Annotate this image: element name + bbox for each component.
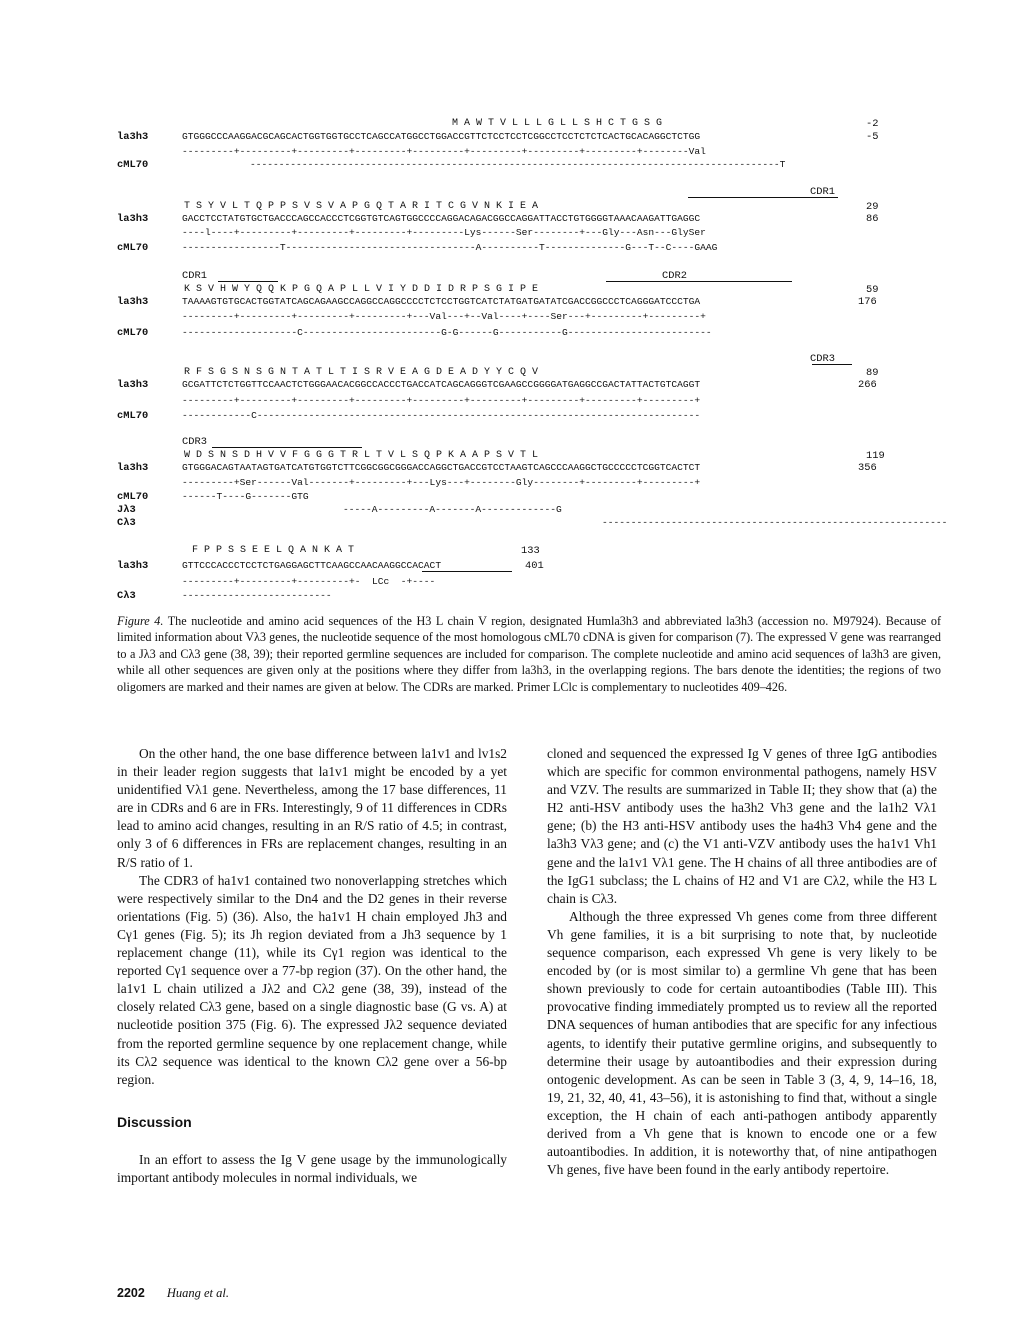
- nt-sequence-5: GTGGGACAGTAATAGTGATCATGTGGTCTTCGGCGGCGGGACCAGGCTGACCGTCCTAAGTCAGCCCAAGGCTGCCCCCTCGGTCACTCT: [182, 462, 701, 473]
- right-column: [547, 745, 937, 1179]
- nt-number-4: 266: [858, 379, 877, 391]
- la3h3-label: la3h3: [117, 462, 149, 474]
- la3h3-label: la3h3: [117, 131, 149, 143]
- c-lambda3-label: Cλ3: [117, 517, 136, 529]
- j-lambda3-label: Jλ3: [117, 504, 136, 516]
- cdr3-label: CDR3: [810, 353, 835, 365]
- cml70-line-3: --------------------C------------------------G-G------G-----------G-------------------------: [182, 327, 712, 338]
- nt-sequence-3: TAAAAGTGTGCACTGGTATCAGCAGAAGCCAGGCCAGGCCCCTCTCCTGGTCATCTATGATGATATCGACCGGCCCTCAGGGATCCCTGA: [182, 296, 701, 307]
- c-lambda3-line: --------------------------: [182, 590, 332, 601]
- aa-number-5: 119: [866, 450, 885, 462]
- nt-sequence-2: GACCTCCTATGTGCTGACCCAGCCACCCTCGGTGTCAGTGGCCCCAGGACAGACGGCCAGGATTACCTGTGGGGTAAACAAGATTGAGGC: [182, 213, 701, 224]
- nt-sequence-6: GTTCCCACCCTCCTCTGAGGAGCTTCAAGCCAACAAGGCCACACT: [182, 560, 442, 571]
- cml70-label: cML70: [117, 327, 149, 339]
- cml70-label: cML70: [117, 242, 149, 254]
- la3h3-label: la3h3: [117, 296, 149, 308]
- nt-number-5: 356: [858, 462, 877, 474]
- aa-number-6: 133: [521, 545, 540, 557]
- left-column: [117, 745, 507, 1187]
- aa-number-3: 59: [866, 284, 879, 296]
- primer-lclc-underline: [422, 571, 512, 572]
- c-lambda3-label: Cλ3: [117, 590, 136, 602]
- cml70-line-1: --------------------------------------------------------------------------------------------T: [250, 159, 786, 170]
- la3h3-label: la3h3: [117, 379, 149, 391]
- cdr2-bar: [606, 281, 792, 282]
- aa-number-2: 29: [866, 201, 879, 213]
- aa-number-4: 89: [866, 367, 879, 379]
- la3h3-label: la3h3: [117, 213, 149, 225]
- nt-number-1: -5: [866, 131, 879, 143]
- diff-line-6: ---------+---------+---------+- LCc -+----: [182, 576, 436, 587]
- running-authors: Huang et al.: [166, 1286, 229, 1300]
- aa-sequence-6: F P P S S E E L Q A N K A T: [192, 545, 355, 556]
- aa-sequence-4: R F S G S N S G N T A T L T I S R V E A G D E A D Y Y C Q V: [184, 367, 539, 378]
- diff-line-2: ----l----+---------+---------+---------+---------Lys------Ser--------+---Gly---Asn---GlySer: [182, 227, 706, 238]
- section-heading: Discussion: [117, 1113, 192, 1130]
- cml70-line-2: -----------------T---------------------------------A----------T--------------G---T--C----GAAG: [182, 242, 718, 253]
- nt-sequence-4: GCGATTCTCTGGTTCCAACTCTGGGAACACGGCCACCCTGACCATCAGCAGGGTCGAAGCCGGGGATGAGGCCGACTATTACTGTCAGGT: [182, 379, 701, 390]
- cdr3-bar: [212, 447, 362, 448]
- aa-sequence-1: M A W T V L L L G L L S H C T G S G: [452, 118, 663, 129]
- figure-caption: [117, 613, 941, 695]
- page-number: 2202: [117, 1286, 145, 1300]
- diff-line-3: ---------+---------+---------+---------+---Val---+--Val----+----Ser---+---------+---------+: [182, 311, 706, 322]
- cml70-label: cML70: [117, 410, 149, 422]
- page-footer: [117, 1286, 229, 1301]
- paragraph: cloned and sequenced the expressed Ig V genes of three IgG antibodies which are specific for common environmental pathogens, namely HSV and VZV. The results are summarized in Table II; they show that (a) the H2 anti-HSV antibody uses the ha3h2 Vh3 gene and the la1h2 Vλ1 gene; (b) the H3 anti-HSV antibody uses the ha4h3 Vh4 gene and the la3h3 Vλ3 gene; and (c) the V1 anti-VZV antibody uses the ha1v1 Vh1 gene and the la1v1 Vλ1 gene. The H chains of all three antibodies are of the IgG1 subclass; the L chains of H2 and V1 are Cλ2, while the H3 L chain is Cλ3.: [547, 746, 937, 906]
- c-lambda3-line: ------------------------------------------------------------: [602, 517, 948, 528]
- aa-sequence-3: K S V H W Y Q Q K P G Q A P L L V I Y D D I D R P S G I P E: [184, 284, 539, 295]
- j-lambda3-line: -----A---------A-------A-------------G: [343, 504, 562, 515]
- diff-line-4: ---------+---------+---------+---------+---------+---------+---------+---------+---------+: [182, 395, 701, 406]
- cml70-line-5: ------T----G-------GTG: [182, 491, 309, 502]
- cdr1-bar: [218, 281, 278, 282]
- cdr1-label: CDR1: [810, 186, 835, 198]
- nt-sequence-1: GTGGGCCCAAGGACGCAGCACTGGTGGTGCCTCAGCCATGGCCTGGACCGTTCTCCTCCTCGGCCTCCTCTCTCACTGCACAGGCTCTGG: [182, 131, 701, 142]
- nt-number-2: 86: [866, 213, 879, 225]
- diff-line-1: ---------+---------+---------+---------+---------+---------+---------+---------+--------Val: [182, 146, 706, 157]
- cdr2-label: CDR2: [662, 270, 687, 282]
- cml70-line-4: ------------C-----------------------------------------------------------------------------: [182, 410, 701, 421]
- paragraph: Although the three expressed Vh genes come from three different Vh gene families, it is a bit surprising to note that, by nucleotide sequence comparison, each expressed Vh gene is very likely to be encoded by (or is most similar to) a germline Vh gene that has been shown previously to code for certain autoantibodies (Table III). This provocative finding immediately prompted us to review all the reported DNA sequences of human antibodies that are specific for any infectious agents, to identify their putative germline origins, and subsequently to determine their usage by autoantibodies and their expression during ontogenic development. As can be seen in Table 3 (3, 4, 9, 14–16, 18, 19, 21, 32, 40, 41, 43–56), it is astonishing to find that, without a single exception, the H chain of each anti-pathogen antibody apparently derived from a Vh gene that is known to encode one or a few autoantibodies. In addition, it is noteworthy that, of nine antipathogen Vh genes, five have been found in the early antibody repertoire.: [547, 908, 937, 1178]
- paragraph: The CDR3 of ha1v1 contained two nonoverlapping stretches which were respectively similar to the Dn4 and the D2 genes in their reverse orientations (Fig. 5) (36). Also, the ha1v1 H chain employed Jh3 and Cγ1 genes (Fig. 5); its Jh region deviated from a Jh3 sequence by 1 replacement change (11), while its Cγ1 region was identical to the reported Cγ1 sequence over a 77-bp region (37). On the other hand, the la1v1 L chain utilized a Jλ2 and Cλ2 gene (38, 39), instead of the closely related Cλ3 gene, based on a single diagnostic base (G vs. A) at nucleotide position 375 (Fig. 6). The expressed Jλ2 sequence deviated from the reported germline sequence by one replacement change, while its Cλ2 sequence was identical to the known Cλ2 gene over a 56-bp region.: [117, 872, 507, 1087]
- aa-sequence-2: T S Y V L T Q P P S V S V A P G Q T A R I T C G V N K I E A: [184, 201, 539, 212]
- la3h3-label: la3h3: [117, 560, 149, 572]
- cdr1-label: CDR1: [182, 270, 207, 282]
- paragraph: In an effort to assess the Ig V gene usage by the immunologically important antibody molecules in normal individuals, we: [117, 1151, 507, 1185]
- cml70-label: cML70: [117, 491, 149, 503]
- aa-number-1: -2: [866, 118, 879, 130]
- cdr3-label: CDR3: [182, 436, 207, 448]
- diff-line-5: ---------+Ser------Val-------+---------+---Lys---+--------Gly--------+---------+---------+: [182, 477, 701, 488]
- paragraph: On the other hand, the one base difference between la1v1 and lv1s2 in their leader region suggests that la1v1 might be encoded by a yet unidentified Vλ1 gene. Nevertheless, among the 17 base differences, 11 are in CDRs and 6 are in FRs. Interestingly, 9 of 11 differences in CDRs lead to amino acid changes, resulting in an R/S ratio of 4.5; in contrast, only 3 of 6 differences in FRs are replacement changes, resulting in an R/S ratio of 1.: [117, 746, 507, 870]
- nt-number-3: 176: [858, 296, 877, 308]
- sequence-figure: [0, 0, 1020, 600]
- caption-text: The nucleotide and amino acid sequences of the H3 L chain V region, designated Humla3h3 and abbreviated la3h3 (accession no. M97924). Because of limited information about Vλ3 genes, the nucleotide sequence of the most homologous cML70 cDNA is given for comparison (7). The expressed V gene was rearranged to a Jλ3 and Cλ3 gene (38, 39); their reported germline sequences are included for comparison. The complete nucleotide and amino acid sequences of la3h3 are given, while all other sequences are given only at the positions where they differ from la3h3, in the overlapping regions. The bars denote the identities; the regions of two oligomers are marked and their names are given at below. The CDRs are marked. Primer LClc is complementary to nucleotides 409–426.: [117, 614, 942, 694]
- figure-label: Figure 4.: [117, 614, 164, 628]
- cml70-label: cML70: [117, 159, 149, 171]
- aa-sequence-5: W D S N S D H V V F G G G T R L T V L S Q P K A A P S V T L: [184, 450, 539, 461]
- nt-number-6: 401: [525, 560, 544, 572]
